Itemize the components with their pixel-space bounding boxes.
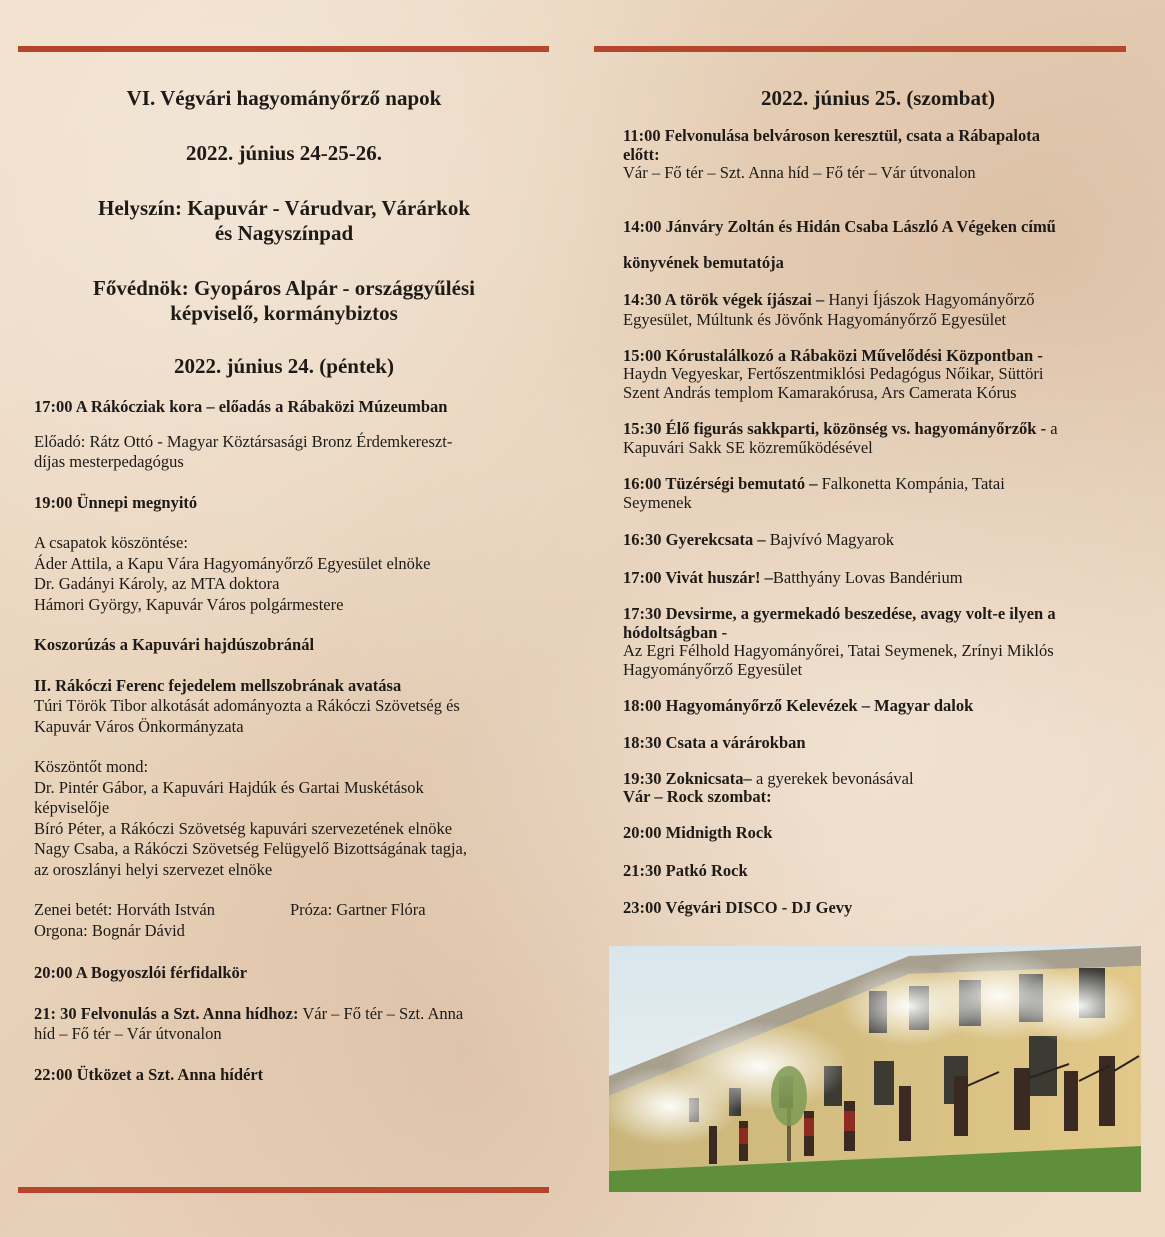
organ-credit: Orgona: Bognár Dávid: [34, 920, 185, 940]
program-1430-title: 14:30 A török végek íjászai –: [623, 289, 825, 309]
performers: [34, 900, 534, 941]
program-1630: [623, 530, 1133, 551]
program-1800: 18:00 Hagyományőrző Kelevézek – Magyar dalok: [623, 696, 974, 715]
program-1530: [623, 420, 1133, 457]
program-1530-text: a: [1046, 419, 1058, 438]
program-1630-title: 16:30 Gyerekcsata –: [623, 530, 766, 549]
greetings-line: Dr. Gadányi Károly, az MTA doktora: [34, 574, 280, 593]
program-1730-title: hódoltságban -: [623, 622, 728, 642]
greetings-line: Hámori György, Kapuvár Város polgármestere: [34, 594, 344, 614]
greetings: [34, 533, 534, 615]
program-1630-text: Bajvívó Magyarok: [765, 530, 894, 549]
program-1500-title: 15:00 Kórustalálkozó a Rábaközi Művelődési Központban -: [623, 345, 1043, 365]
day-heading-friday: 2022. június 24. (péntek): [174, 354, 394, 378]
venue-line: Helyszín: Kapuvár - Várudvar, Várárkok: [97, 196, 470, 220]
program-1730-line: Az Egri Félhold Hagyományőrei, Tatai Seymenek, Zrínyi Miklós: [623, 641, 1054, 660]
left-column: [34, 86, 534, 1085]
program-1700-text: Batthyány Lovas Bandérium: [772, 567, 963, 587]
bust-text-line: Kapuvár Város Önkormányzata: [34, 716, 244, 736]
program-2130-route: Vár – Fő tér – Szt. Anna: [298, 1003, 464, 1023]
venue: [34, 196, 534, 246]
program-1430-text: Hanyi Íjászok Hagyományőrző: [824, 289, 1035, 309]
program-1400-line2: könyvének bemutatója: [623, 253, 784, 272]
lecturer: [34, 432, 534, 473]
wreath-laying: Koszorúzás a Kapuvári hajdúszobránál: [34, 635, 315, 654]
program-1500-line: Haydn Vegyeskar, Fertőszentmiklósi Pedagógus Nőikar, Süttöri: [623, 364, 1044, 383]
program-1530-line2: Kapuvári Sakk SE közreműködésével: [623, 437, 873, 457]
speakers: [34, 757, 534, 880]
program-1530-title: 15:30 Élő figurás sakkparti, közönség vs. hagyományőrzők -: [623, 419, 1047, 438]
program-1430-line2: Egyesület, Múltunk és Jövőnk Hagyományőrző Egyesület: [623, 310, 1007, 329]
program-2200: 22:00 Ütközet a Szt. Anna hídért: [34, 1064, 264, 1084]
bust-text-line: Túri Török Tibor alkotását adományozta a Rákóczi Szövetség és: [34, 696, 460, 715]
program-1430: [623, 290, 1133, 331]
event-title: VI. Végvári hagyományőrző napok: [126, 86, 442, 110]
program-1700-title: 17:00 Vivát huszár! –: [623, 567, 773, 587]
speakers-line: Dr. Pintér Gábor, a Kapuvári Hajdúk és Gartai Muskétások: [34, 777, 424, 797]
program-1730: [623, 605, 1133, 679]
program-1400: 14:00 Jánváry Zoltán és Hidán Csaba László A Végeken című: [623, 216, 1056, 236]
program-1600-title: 16:00 Tüzérségi bemutató –: [623, 474, 818, 493]
patron-line: Fővédnök: Gyopáros Alpár - országgyűlési: [93, 276, 475, 300]
program-1930-text: a gyerekek bevonásával: [751, 769, 914, 788]
prose-credit: Próza: Gartner Flóra: [290, 900, 426, 919]
speakers-line: az oroszlányi helyi szervezet elnöke: [34, 859, 273, 879]
program-1100-title: 11:00 Felvonulása belvároson keresztül, csata a Rábapalota: [623, 126, 1040, 145]
bust-inauguration: [34, 676, 534, 738]
program-1900: 19:00 Ünnepi megnyitó: [34, 492, 198, 512]
venue-line: és Nagyszínpad: [214, 221, 354, 245]
lecturer-line: Előadó: Rátz Ottó - Magyar Köztársasági Bronz Érdemkereszt-: [34, 431, 453, 451]
patron: [34, 276, 534, 326]
program-2000: 20:00 Midnigth Rock: [623, 823, 773, 842]
program-1730-title: 17:30 Devsirme, a gyermekadó beszedése, avagy volt-e ilyen a: [623, 604, 1056, 623]
bottom-left-rule: [18, 1187, 549, 1193]
event-dates: 2022. június 24-25-26.: [185, 141, 383, 165]
speakers-line: Köszöntőt mond:: [34, 757, 149, 776]
program-1100-route: Vár – Fő tér – Szt. Anna híd – Fő tér – Vár útvonalon: [623, 163, 976, 182]
program-1730-line: Hagyományőrző Egyesület: [623, 659, 803, 679]
greetings-line: Áder Attila, a Kapu Vára Hagyományőrző Egyesület elnöke: [34, 553, 431, 573]
program-1600-line2: Seymenek: [623, 492, 692, 512]
top-left-rule: [18, 46, 549, 52]
program-1930-title: 19:30 Zoknicsata–: [623, 769, 752, 788]
program-2130-route-line2: híd – Fő tér – Vár útvonalon: [34, 1024, 222, 1043]
right-column: [623, 86, 1133, 919]
rock-heading: Vár – Rock szombat:: [623, 787, 772, 806]
top-right-rule: [594, 46, 1126, 52]
program-1500-line: Szent András templom Kamarakórusa, Ars Camerata Kórus: [623, 382, 1017, 402]
program-1100: [623, 127, 1133, 183]
program-1500: [623, 347, 1133, 403]
speakers-line: Bíró Péter, a Rákóczi Szövetség kapuvári szervezetének elnöke: [34, 818, 453, 838]
speakers-line: Nagy Csaba, a Rákóczi Szövetség Felügyelő Bizottságának tagja,: [34, 839, 468, 858]
program-1830: 18:30 Csata a várárokban: [623, 732, 806, 752]
speakers-line: képviselője: [34, 798, 110, 817]
program-2130: [34, 1004, 534, 1045]
program-1700: 17:00 A Rákócziak kora – előadás a Rábaközi Múzeumban: [34, 397, 448, 416]
program-2000: 20:00 A Bogyoszlói férfidalkör: [34, 963, 248, 982]
program-1930: [623, 770, 1133, 806]
lecturer-line: díjas mesterpedagógus: [34, 452, 184, 471]
program-2300: 23:00 Végvári DISCO - DJ Gevy: [623, 898, 853, 917]
patron-line: képviselő, kormánybiztos: [170, 301, 398, 325]
program-1600-text: Falkonetta Kompánia, Tatai: [817, 474, 1005, 493]
program-2130-title: 21: 30 Felvonulás a Szt. Anna hídhoz:: [34, 1003, 299, 1023]
bust-title: II. Rákóczi Ferenc fejedelem mellszobrának avatása: [34, 675, 402, 695]
program-2130: 21:30 Patkó Rock: [623, 860, 748, 880]
musketeers-photo: [609, 946, 1141, 1192]
greetings-line: A csapatok köszöntése:: [34, 533, 188, 552]
program-1700: [623, 568, 1133, 589]
day-heading-saturday: 2022. június 25. (szombat): [761, 86, 995, 110]
music-credit: Zenei betét: Horváth István: [34, 900, 215, 919]
program-1600: [623, 475, 1133, 512]
program-1100-title: előtt:: [623, 144, 660, 164]
